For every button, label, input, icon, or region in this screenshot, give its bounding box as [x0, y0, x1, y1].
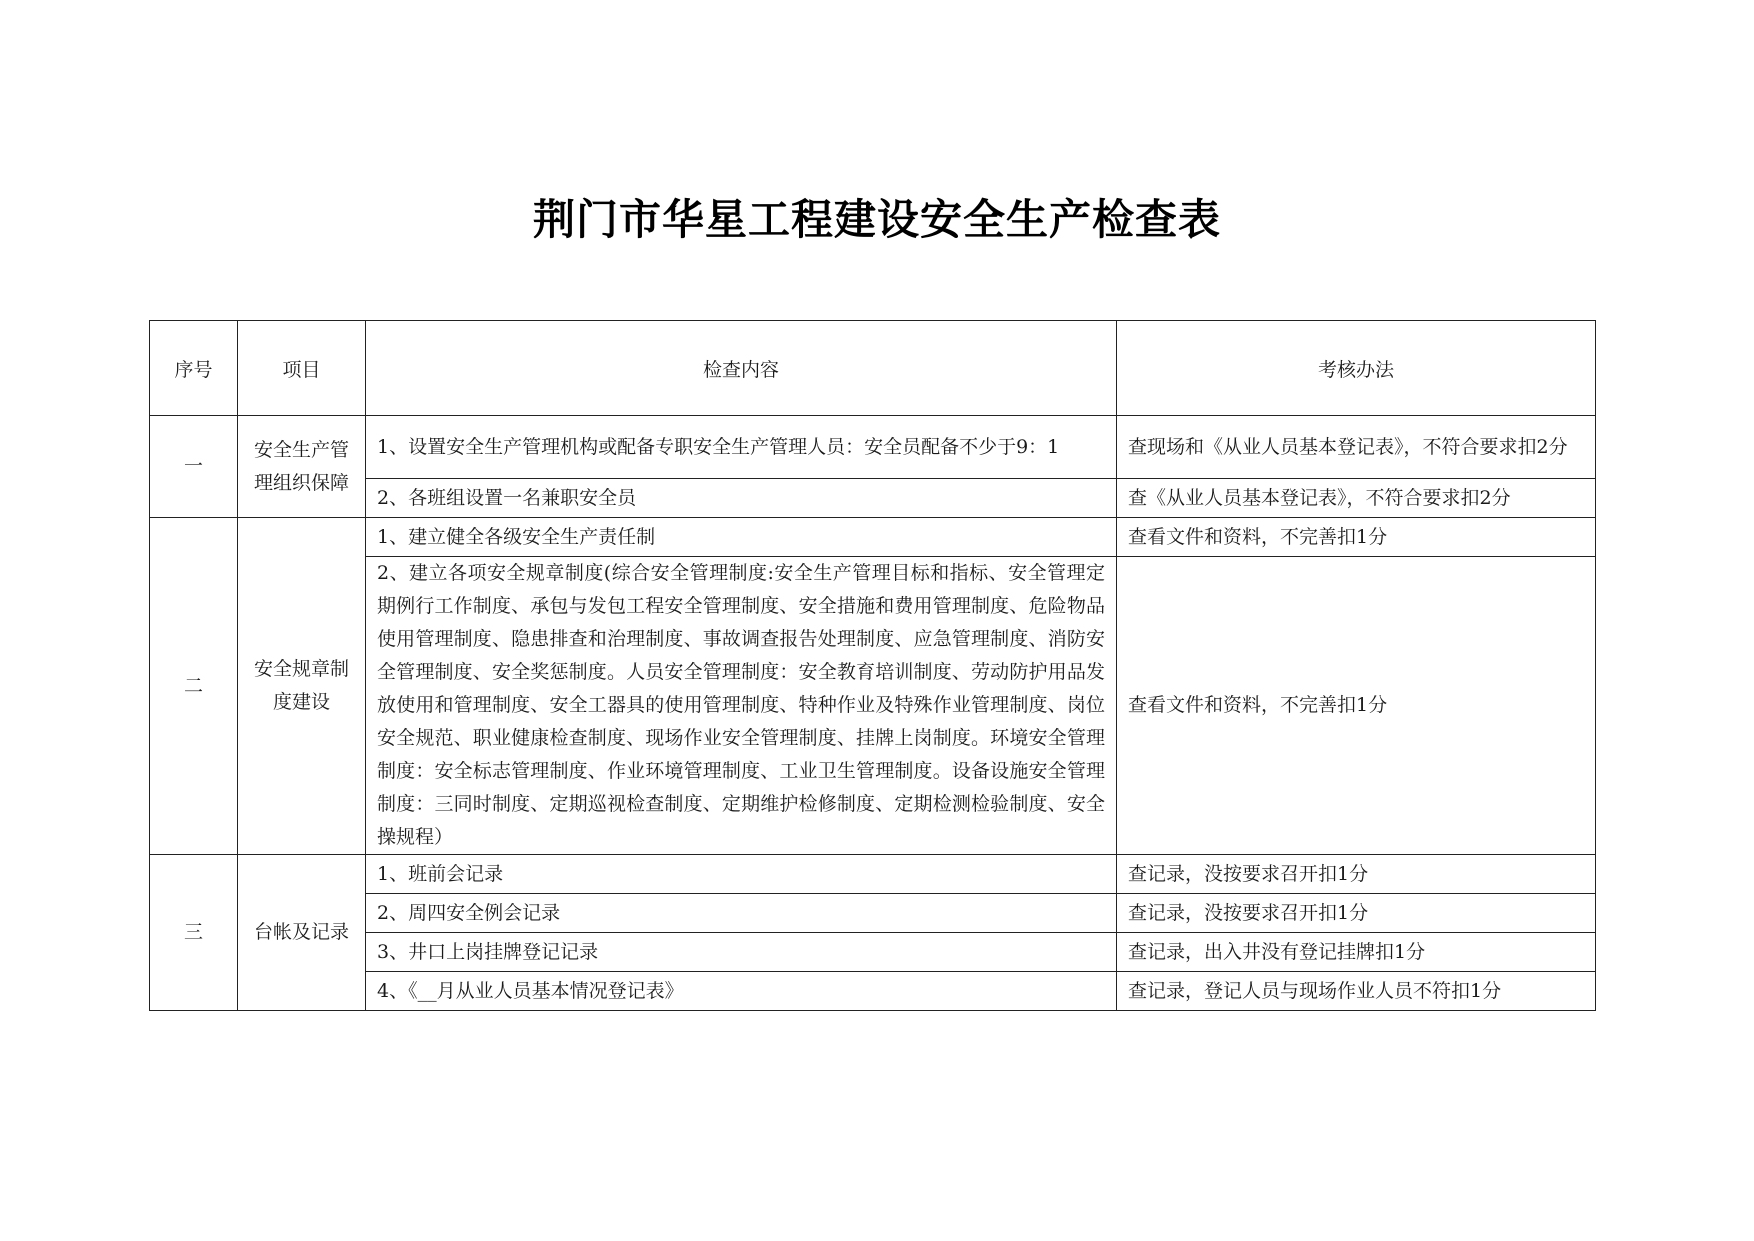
table-row [150, 894, 1596, 933]
section-no: 二 [150, 518, 238, 855]
check-content: 1、班前会记录 [366, 855, 1117, 894]
assessment-method: 查记录，没按要求召开扣1分 [1117, 894, 1596, 933]
header-content: 检查内容 [366, 321, 1117, 416]
check-content: 2、周四安全例会记录 [366, 894, 1117, 933]
check-content: 3、井口上岗挂牌登记记录 [366, 933, 1117, 972]
assessment-method: 查现场和《从业人员基本登记表》，不符合要求扣2分 [1117, 416, 1596, 479]
header-method: 考核办法 [1117, 321, 1596, 416]
table-header-row [150, 321, 1596, 416]
assessment-method: 查记录，出入井没有登记挂牌扣1分 [1117, 933, 1596, 972]
table-row [150, 416, 1596, 479]
assessment-method: 查《从业人员基本登记表》，不符合要求扣2分 [1117, 479, 1596, 518]
section-item: 台帐及记录 [238, 855, 366, 1011]
table-row [150, 855, 1596, 894]
table-row [150, 972, 1596, 1011]
check-content: 1、建立健全各级安全生产责任制 [366, 518, 1117, 557]
check-content: 4、《__月从业人员基本情况登记表》 [366, 972, 1117, 1011]
check-content: 2、建立各项安全规章制度(综合安全管理制度:安全生产管理目标和指标、安全管理定期例行工作制度、承包与发包工程安全管理制度、安全措施和费用管理制度、危险物品使用管理制度、隐患排查和治理制度、事故调查报告处理制度、应急管理制度、消防安全管理制度、安全奖惩制度。人员安全管理制度：安全教育培训制度、劳动防护用品发放使用和管理制度、安全工器具的使用管理制度、特种作业及特殊作业管理制度、岗位安全规范、职业健康检查制度、现场作业安全管理制度、挂牌上岗制度。环境安全管理制度：安全标志管理制度、作业环境管理制度、工业卫生管理制度。设备设施安全管理制度：三同时制度、定期巡视检查制度、定期维护检修制度、定期检测检验制度、安全操规程） [366, 557, 1117, 855]
table-row [150, 933, 1596, 972]
table-row [150, 518, 1596, 557]
table-row [150, 557, 1596, 855]
check-content: 2、各班组设置一名兼职安全员 [366, 479, 1117, 518]
header-item: 项目 [238, 321, 366, 416]
section-item: 安全规章制度建设 [238, 518, 366, 855]
assessment-method: 查看文件和资料，不完善扣1分 [1117, 557, 1596, 855]
assessment-method: 查看文件和资料，不完善扣1分 [1117, 518, 1596, 557]
section-no: 一 [150, 416, 238, 518]
assessment-method: 查记录，登记人员与现场作业人员不符扣1分 [1117, 972, 1596, 1011]
assessment-method: 查记录，没按要求召开扣1分 [1117, 855, 1596, 894]
header-no: 序号 [150, 321, 238, 416]
table-row [150, 479, 1596, 518]
section-no: 三 [150, 855, 238, 1011]
section-item: 安全生产管理组织保障 [238, 416, 366, 518]
check-content: 1、设置安全生产管理机构或配备专职安全生产管理人员：安全员配备不少于9：1 [366, 416, 1117, 479]
document-title: 荆门市华星工程建设安全生产检查表 [532, 195, 1221, 244]
safety-check-table [149, 320, 1596, 1011]
